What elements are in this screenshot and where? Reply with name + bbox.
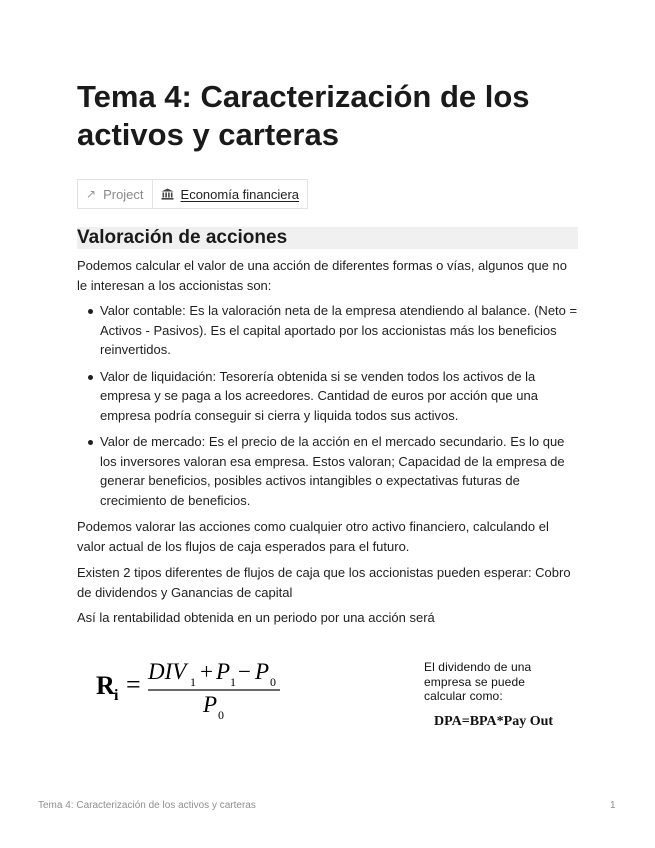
bullet-item: Valor de mercado: Es el precio de la acción en el mercado secundario. Es lo que los inversores valoran esa empresa. Estos valoran; Capacidad de la empresa de generar beneficios, posibles activos intangibles o expectativas futuras de crecimiento de beneficios. [77, 432, 578, 510]
bank-icon [161, 188, 174, 200]
formula-den-p: P [203, 692, 218, 717]
formula-p0-sub: 0 [270, 675, 276, 689]
arrow-up-right-icon: ↗ [86, 187, 97, 201]
intro-paragraph: Podemos calcular el valor de una acción de diferentes formas o vías, algunos que no le interesan a los accionistas son: [77, 258, 567, 293]
formula-minus: − [238, 659, 251, 684]
bullet-list [77, 301, 578, 517]
formula-p1-sub: 1 [230, 675, 236, 689]
property-name-cell [78, 180, 153, 208]
page-title: Tema 4: Caracterización de los activos y carteras [77, 79, 530, 152]
bullet-item: Valor contable: Es la valoración neta de la empresa atendiendo al balance. (Neto = Activos - Pasivos). Es el capital aportado por los accionistas más los beneficios reinvertidos. [77, 301, 578, 360]
property-row [77, 179, 308, 209]
property-name: Project [103, 186, 144, 202]
page-number: 1 [610, 800, 616, 811]
footer-title: Tema 4: Caracterización de los activos y carteras [38, 800, 256, 811]
formula-den-p-sub: 0 [218, 708, 224, 722]
return-formula [90, 648, 300, 728]
valuation-paragraph: Podemos valorar las acciones como cualquier otro activo financiero, calculando el valor actual de los flujos de caja esperados para el futuro. [77, 519, 549, 554]
formula-plus: + [200, 659, 213, 684]
cash-flows-paragraph: Existen 2 tipos diferentes de flujos de caja que los accionistas pueden esperar: Cobro de dividendos y Ganancias de capital [77, 565, 571, 600]
property-value-cell[interactable] [153, 180, 308, 208]
formula-p0: P [255, 659, 270, 684]
formula-lhs-sub: i [114, 687, 119, 704]
dpa-formula: DPA=BPA*Pay Out [434, 714, 554, 729]
formula-equals: = [126, 670, 141, 699]
formula-div: DIV [148, 659, 187, 684]
section-heading: Valoración de acciones [77, 227, 578, 249]
property-value-link[interactable]: Economía financiera [180, 186, 300, 202]
return-paragraph: Así la rentabilidad obtenida en un periodo por una acción será [77, 610, 435, 625]
bullet-item: Valor de liquidación: Tesorería obtenida si se venden todos los activos de la empresa y se paga a los acreedores. Cantidad de euros por acción que una empresa podría conseguir si cierra y liquida todos sus activos. [77, 367, 578, 426]
formula-p1: P [216, 659, 231, 684]
formula-lhs: R [96, 671, 115, 700]
dividend-note: El dividendo de una empresa se puede calcular como: [424, 660, 532, 703]
formula-div-sub: 1 [190, 675, 196, 689]
